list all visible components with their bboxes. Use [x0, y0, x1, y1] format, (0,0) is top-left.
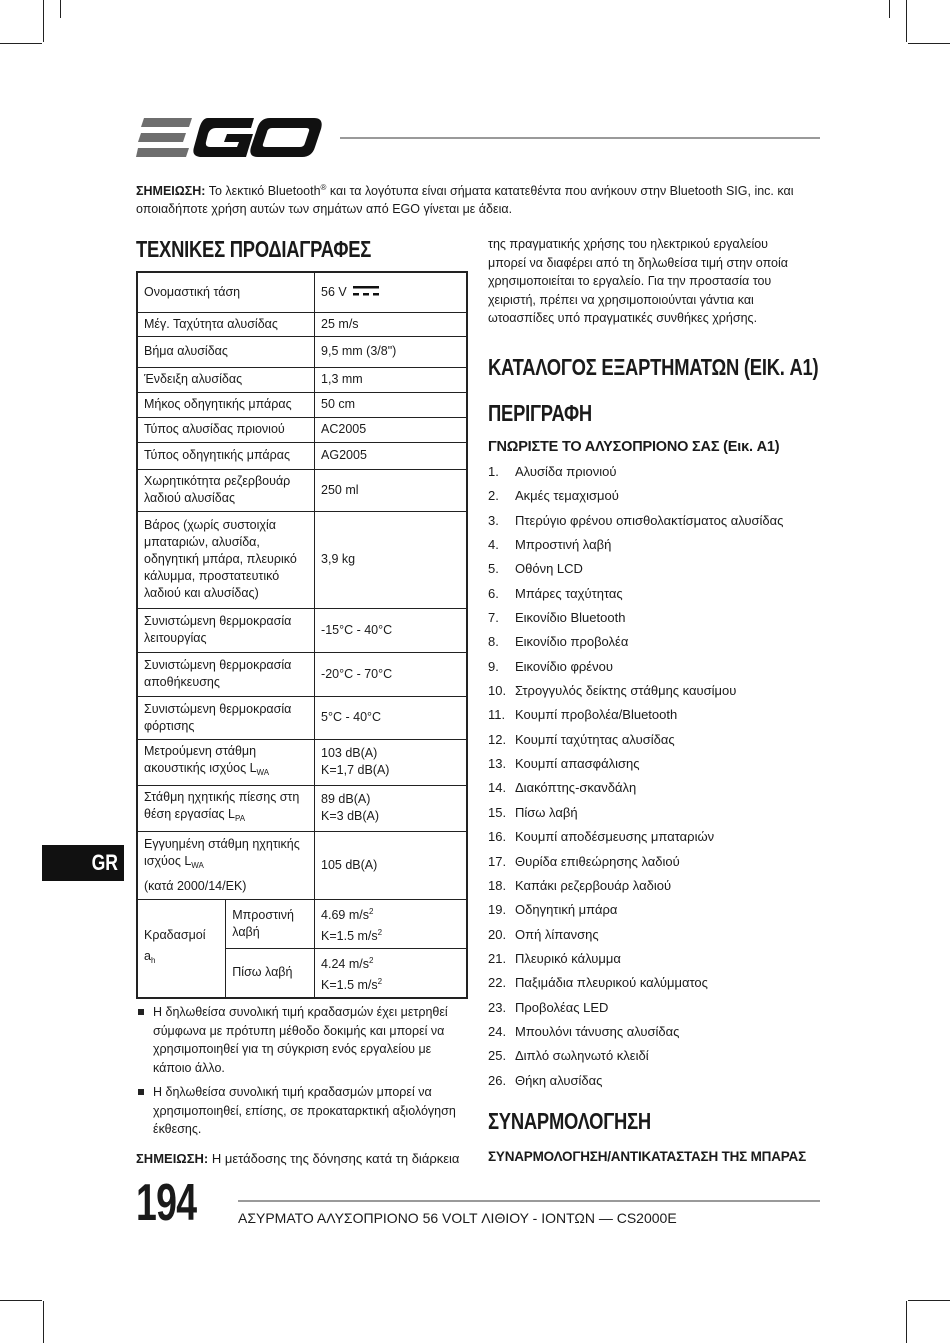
crop-mark	[889, 0, 890, 18]
spec-row	[137, 272, 467, 312]
spec-value: 3,9 kg	[315, 511, 467, 608]
spec-label: Συνιστώμενη θερμοκρασία αποθήκευσης	[137, 652, 315, 696]
front-handle-label: Μπροστινή λαβή	[226, 899, 315, 948]
vibration-label: Κραδασμοί $a_h$	[137, 899, 226, 998]
spec-value: 5°C - 40°C	[315, 696, 467, 739]
dc-symbol-icon	[353, 285, 379, 297]
spec-row	[137, 442, 467, 469]
spec-row	[137, 608, 467, 652]
notice-text-a: Το λεκτικό Bluetooth	[205, 184, 321, 199]
notice-label: ΣΗΜΕΙΩΣΗ:	[136, 184, 206, 199]
list-item: 9. Εικονίδιο φρένου	[488, 658, 613, 674]
spec-label: Συνιστώμενη θερμοκρασία φόρτισης	[137, 696, 315, 739]
spec-label: Βάρος (χωρίς συστοιχία μπαταριών, αλυσίδα, οδηγητική μπάρα, πλευρικό κάλυμμα, προστατευτικό λαδιού και αλυσίδας)	[137, 511, 315, 608]
accessories-title: ΚΑΤΑΛΟΓΟΣ ΕΞΑΡΤΗΜΑΤΩΝ (ΕΙΚ. A1)	[488, 354, 819, 380]
spec-row	[137, 696, 467, 739]
ego-logo	[136, 116, 322, 165]
subscript: PA	[235, 814, 246, 823]
spec-label: Βήμα αλυσίδας	[137, 336, 315, 367]
subscript: WA	[256, 768, 270, 777]
list-item: 11. Κουμπί προβολέα/Bluetooth	[488, 707, 678, 723]
know-your-saw-title: ΓΝΩΡΙΣΤΕ ΤΟ ΑΛΥΣΟΠΡΙΟΝΟ ΣΑΣ (Εικ. A1)	[488, 439, 780, 455]
spec-value: 50 cm	[315, 392, 467, 417]
spec-label: Στάθμη ηχητικής πίεσης στη θέση εργασίας $L_{PA}$	[137, 785, 315, 831]
spec-label: Τύπος οδηγητικής μπάρας	[137, 442, 315, 469]
specs-title: ΤΕΧΝΙΚΕΣ ΠΡΟΔΙΑΓΡΑΦΕΣ	[136, 236, 372, 262]
spec-row	[137, 511, 467, 608]
crop-mark	[43, 1301, 44, 1343]
crop-mark	[908, 43, 950, 44]
spec-row-guaranteed	[137, 831, 467, 899]
list-item: 22. Παξιμάδια πλευρικού καλύμματος	[488, 975, 708, 991]
note-label: ΣΗΜΕΙΩΣΗ:	[136, 1151, 209, 1166]
spec-row	[137, 312, 467, 336]
list-item: Η δηλωθείσα συνολική τιμή κραδασμών μπορεί να χρησιμοποιηθεί, επίσης, σε προκαταρκτική αξιολόγηση έκθεσης.	[136, 1083, 468, 1139]
vibration-notes	[136, 1003, 468, 1145]
list-item: 15. Πίσω λαβή	[488, 804, 578, 820]
list-item: 6. Μπάρες ταχύτητας	[488, 585, 623, 601]
spec-label: Ένδειξη αλυσίδας	[137, 367, 315, 392]
language-tab: GR	[42, 845, 124, 881]
spec-label: Μέγ. Ταχύτητα αλυσίδας	[137, 312, 315, 336]
list-item: 14. Διακόπτης-σκανδάλη	[488, 780, 637, 796]
list-item: 12. Κουμπί ταχύτητας αλυσίδας	[488, 731, 675, 747]
crop-mark	[908, 1300, 950, 1301]
spec-value: -20°C - 70°C	[315, 652, 467, 696]
list-item: 5. Οθόνη LCD	[488, 561, 583, 577]
spec-value: 4.24 $m/s^2$ K=1.5 $m/s^2$	[315, 948, 467, 998]
subscript: WA	[191, 860, 204, 870]
spec-label: Μήκος οδηγητικής μπάρας	[137, 392, 315, 417]
spec-value: 4.69 $m/s^2$ K=1.5 $m/s^2$	[315, 899, 467, 948]
list-item: 10. Στρογγυλός δείκτης στάθμης καυσίμου	[488, 683, 737, 699]
note-text: Η μετάδοσης της δόνησης κατά τη διάρκεια	[208, 1151, 460, 1166]
list-item: 1. Αλυσίδα πριονιού	[488, 464, 617, 479]
crop-mark	[906, 0, 907, 42]
description-title: ΠΕΡΙΓΡΑΦΗ	[488, 400, 592, 426]
continuation-paragraph: της πραγματικής χρήσης του ηλεκτρικού εργαλείου μπορεί να διαφέρει από τη δηλωθείσα τιμή στην οποία χρησιμοποιείται το εργαλείο. Για την προστασία του χειριστή, πρέπει να χρησιμοποιούνται γάντια και ωτοασπίδες υπό πραγματικές συνθήκες χρήσης.	[488, 237, 788, 325]
list-item: 7. Εικονίδιο Bluetooth	[488, 610, 626, 626]
spec-label: Τύπος αλυσίδας πριονιού	[137, 417, 315, 442]
list-item: 18. Καπάκι ρεζερβουάρ λαδιού	[488, 877, 672, 893]
list-item: 13. Κουμπί απασφάλισης	[488, 756, 640, 772]
spec-label: Εγγυημένη στάθμη ηχητικής ισχύος $L_{WA}$ (κατά 2000/14/ΕΚ)	[137, 831, 315, 899]
bullet-square-icon	[138, 1089, 144, 1095]
spec-value: 103 dB(A) K=1,7 dB(A)	[315, 739, 467, 785]
ego-logo-graphic	[136, 116, 322, 160]
crop-mark	[43, 0, 44, 42]
spec-value: 25 m/s	[315, 312, 467, 336]
spec-label: Συνιστώμενη θερμοκρασία λειτουργίας	[137, 608, 315, 652]
list-item: 21. Πλευρικό κάλυμμα	[488, 950, 621, 966]
list-item: 2. Ακμές τεμαχισμού	[488, 488, 619, 504]
spec-row	[137, 469, 467, 511]
spec-row	[137, 367, 467, 392]
specs-table	[136, 271, 468, 999]
header-rule	[340, 137, 820, 139]
bullet-square-icon	[138, 1009, 144, 1015]
spec-value: 56 V	[315, 272, 467, 312]
crop-mark	[906, 1301, 907, 1343]
list-item: 19. Οδηγητική μπάρα	[488, 902, 618, 918]
assembly-subtitle: ΣΥΝΑΡΜΟΛΟΓΗΣΗ/ΑΝΤΙΚΑΤΑΣΤΑΣΗ ΤΗΣ ΜΠΑΡΑΣ	[488, 1149, 807, 1164]
spec-value: 89 dB(A) K=3 dB(A)	[315, 785, 467, 831]
spec-row	[137, 392, 467, 417]
rear-handle-label: Πίσω λαβή	[226, 948, 315, 998]
parts-list	[488, 464, 818, 1097]
spec-row-vibration-front	[137, 899, 467, 948]
list-item: 26. Θήκη αλυσίδας	[488, 1072, 603, 1088]
spec-value: AG2005	[315, 442, 467, 469]
spec-row	[137, 336, 467, 367]
footer-rule	[238, 1200, 820, 1202]
footer-text: ΑΣΥΡΜΑΤΟ ΑΛΥΣΟΠΡΙΟΝΟ 56 VOLT ΛΙΘΙΟΥ - ΙΟΝΤΩΝ — CS2000E	[238, 1210, 677, 1226]
spec-label: Μετρούμενη στάθμη ακουστικής ισχύος $L_{WA}$	[137, 739, 315, 785]
spec-value: AC2005	[315, 417, 467, 442]
list-item: 8. Εικονίδιο προβολέα	[488, 634, 629, 650]
list-item: 16. Κουμπί αποδέσμευσης μπαταριών	[488, 829, 715, 845]
spec-label: Χωρητικότητα ρεζερβουάρ λαδιού αλυσίδας	[137, 469, 315, 511]
spec-value: 1,3 mm	[315, 367, 467, 392]
bluetooth-notice	[136, 179, 826, 218]
spec-row	[137, 417, 467, 442]
crop-mark	[0, 1300, 42, 1301]
spec-row	[137, 652, 467, 696]
spec-row-noise-power	[137, 739, 467, 785]
notice-text-b: και τα λογότυπα είναι σήματα κατατεθέντα που ανήκουν στην Bluetooth SIG, inc. και οποιαδήποτε χρήση αυτών των σημάτων από EGO γίνεται με άδεια.	[136, 184, 794, 217]
page-number: 194	[136, 1174, 197, 1232]
spec-value: -15°C - 40°C	[315, 608, 467, 652]
list-item: Η δηλωθείσα συνολική τιμή κραδασμών έχει μετρηθεί σύμφωνα με πρότυπη μέθοδο δοκιμής και μπορεί να χρησιμοποιηθεί για τη σύγκριση ενός εργαλείου με κάποιο άλλο.	[136, 1003, 468, 1077]
list-item: 24. Μπουλόνι τάνυσης αλυσίδας	[488, 1023, 680, 1039]
crop-mark	[60, 0, 61, 18]
crop-mark	[0, 43, 42, 44]
spec-label: Ονομαστική τάση	[137, 272, 315, 312]
list-item: 17. Θυρίδα επιθεώρησης λαδιού	[488, 853, 680, 869]
vibration-note	[136, 1150, 476, 1168]
list-item: 23. Προβολέας LED	[488, 999, 609, 1015]
list-item: 4. Μπροστινή λαβή	[488, 537, 612, 553]
spec-value: 250 ml	[315, 469, 467, 511]
list-item: 20. Οπή λίπανσης	[488, 926, 599, 942]
spec-row-noise-pressure	[137, 785, 467, 831]
list-item: 3. Πτερύγιο φρένου οπισθολακτίσματος αλυσίδας	[488, 512, 784, 528]
registered-mark: ®	[320, 183, 327, 192]
spec-value: 105 dB(A)	[315, 831, 467, 899]
spec-value: 9,5 mm (3/8")	[315, 336, 467, 367]
list-item: 25. Διπλό σωληνωτό κλειδί	[488, 1048, 649, 1064]
assembly-title: ΣΥΝΑΡΜΟΛΟΓΗΣΗ	[488, 1108, 651, 1134]
